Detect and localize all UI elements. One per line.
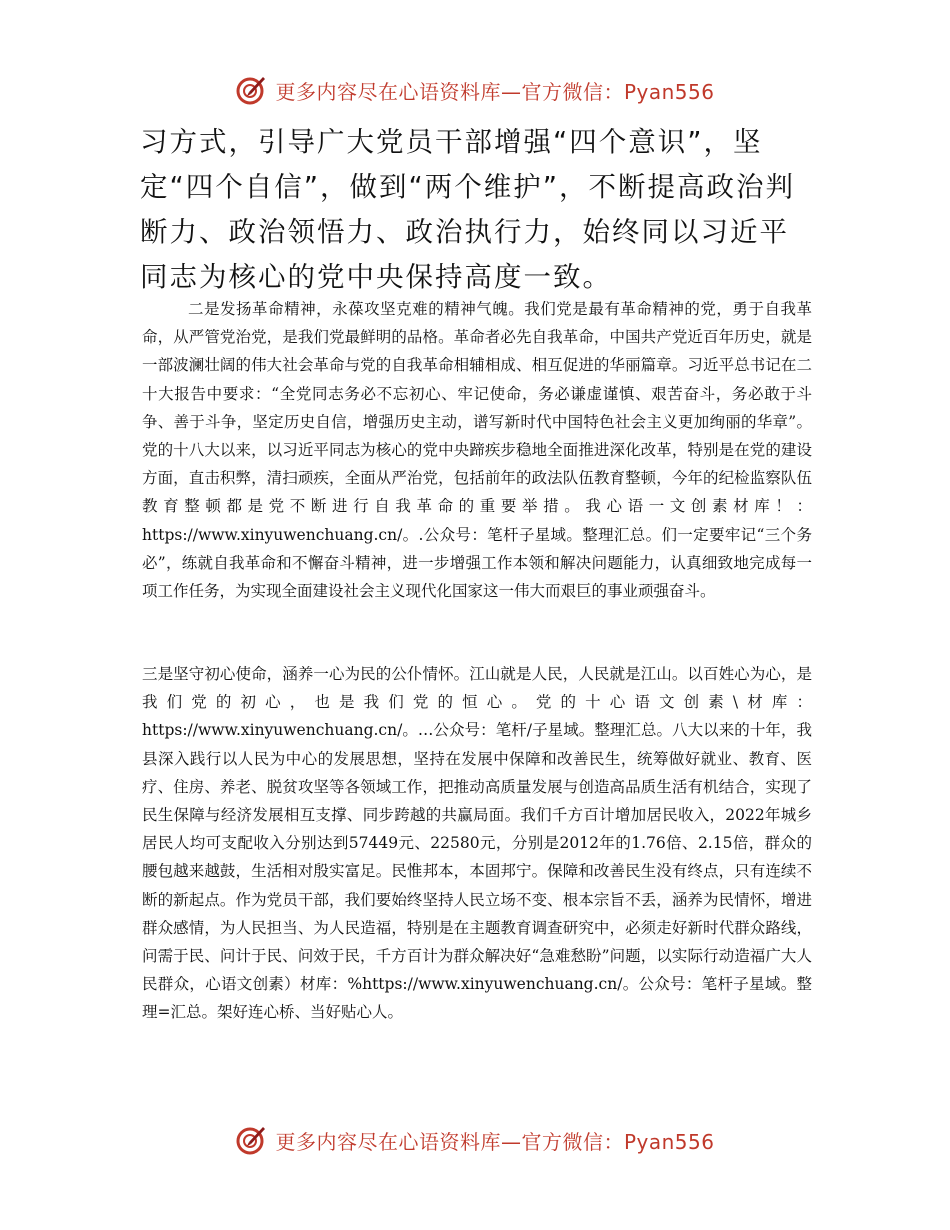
paragraph-revolutionary-spirit: 二是发扬革命精神，永葆攻坚克难的精神气魄。我们党是最有革命精神的党，勇于自我革命，从严管党治党，是我们党最鲜明的品格。革命者必先自我革命，中国共产党近百年历史，就是一部波澜壮阔的伟大社会革命与党的自我革命相辅相成、相互促进的华丽篇章。习近平总书记在二十大报告中要求：“全党同志务必不忘初心、牢记使命，务必谦虚谨慎、艰苦奋斗，务必敢于斗争、善于斗争，坚定历史自信，增强历史主动，谱写新时代中国特色社会主义更加绚丽的华章”。党的十八大以来，以习近平同志为核心的党中央蹄疾步稳地全面推进深化改革，特别是在党的建设方面，直击积弊，清扫顽疾，全面从严治党，包括前年的政法队伍教育整顿，今年的纪检监察队伍教育整顿都是党不断进行自我革命的重要举措。我心语一文创素材库！：https://www.xinyuwenchuang.cn/。.公众号：笔杆子星域。整理汇总。们一定要牢记“三个务必”，练就自我革命和不懈奋斗精神，进一步增强工作本领和解决问题能力，认真细致地完成每一项工作任务，为实现全面建设社会主义现代化国家这一伟大而艰巨的事业顽强奋斗。 — [142, 300, 812, 601]
footer-watermark-text: 更多内容尽在心语资料库—官方微信：Pyan556 — [275, 1129, 715, 1154]
quill-pen-logo-icon — [235, 1124, 267, 1156]
footer-watermark — [0, 1118, 950, 1162]
lead-paragraph: 习方式，引导广大党员干部增强“四个意识”，坚定“四个自信”，做到“两个维护”，不断提高政治判断力、政治领悟力、政治执行力，始终同以习近平同志为核心的党中央保持高度一致。 — [140, 126, 795, 293]
header-watermark-text: 更多内容尽在心语资料库—官方微信：Pyan556 — [275, 79, 715, 104]
paragraph-original-mission: 三是坚守初心使命，涵养一心为民的公仆情怀。江山就是人民，人民就是江山。以百姓心为心，是我们党的初心，也是我们党的恒心。党的十心语文创素\材库：https://www.xinyuwenchuang.cn/。…公众号：笔杆/子星域。整理汇总。八大以来的十年，我县深入践行以人民为中心的发展思想，坚持在发展中保障和改善民生，统筹做好就业、教育、医疗、住房、养老、脱贫攻坚等各领域工作，把推动高质量发展与创造高品质生活有机结合，实现了民生保障与经济发展相互支撑、同步跨越的共赢局面。我们千方百计增加居民收入，2022年城乡居民人均可支配收入分别达到57449元、22580元，分别是2012年的1.76倍、2.15倍，群众的腰包越来越鼓，生活相对殷实富足。民惟邦本，本固邦宁。保障和改善民生没有终点，只有连续不断的新起点。作为党员干部，我们要始终坚持人民立场不变、根本宗旨不丢，涵养为民情怀，增进群众感情，为人民担当、为人民造福，特别是在主题教育调查研究中，必须走好新时代群众路线，问需于民、问计于民、问效于民，千方百计为群众解决好“急难愁盼”问题，以实际行动造福广大人民群众，心语文创素）材库：%https://www.xinyuwenchuang.cn/。公众号：笔杆子星域。整理=汇总。架好连心桥、当好贴心人。 — [142, 665, 812, 1022]
quill-pen-logo-icon — [235, 74, 267, 106]
header-watermark — [0, 68, 950, 112]
